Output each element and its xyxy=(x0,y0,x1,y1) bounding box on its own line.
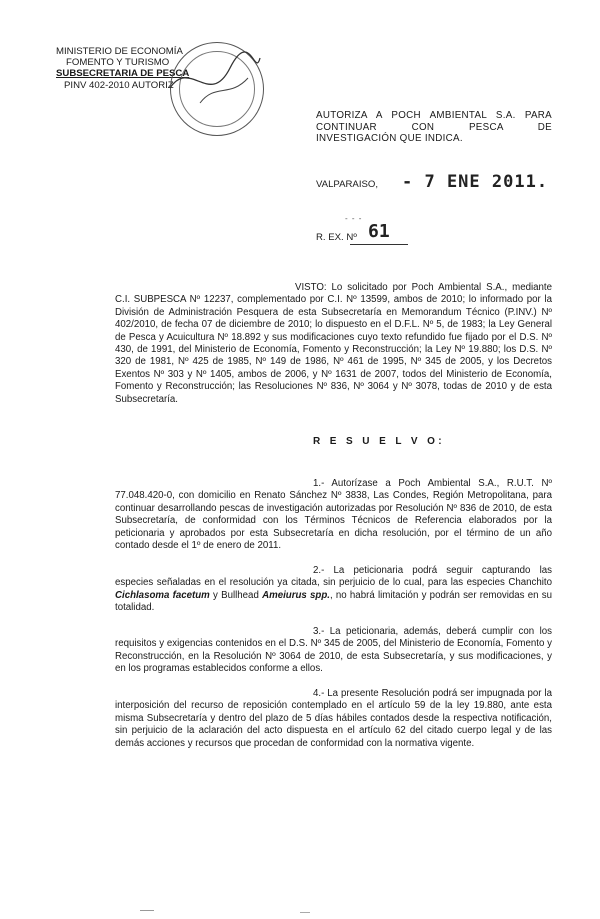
species-name: Ameiurus spp. xyxy=(262,589,330,601)
item-lead: 3.- La peticionaria, además, deberá cumplir con xyxy=(313,626,535,637)
file-reference: PINV 402-2010 AUTORIZ xyxy=(64,80,174,91)
date-label: VALPARAISO, xyxy=(316,179,379,190)
species-name: Cichlasoma facetum xyxy=(115,589,210,601)
ministry-subtitle: FOMENTO Y TURISMO xyxy=(66,57,170,68)
subject-line: AUTORIZA A POCH AMBIENTAL S.A. PARA xyxy=(316,110,552,121)
resolution-number: 61 xyxy=(368,221,390,242)
item-text: , no habrá limitación y podrán ser removidas en su totalidad. xyxy=(115,589,552,614)
subject-line: CONTINUAR CON PESCA DE xyxy=(316,121,552,133)
visto-text: mediante C.I. SUBPESCA Nº 12237, complementado por C.I. Nº 13599, ambos de 2010; lo informado por la División de Administración Pesquera de esta Subsecretaría en Memorandum Técnico (P.INV.) Nº 402/2010, de fecha 07 de diciembre de 2010; lo dispuesto en el D.F.L. Nº 5, de 1983; la Ley General de Pesca y Acuicultura Nº 18.892 y sus modificaciones cuyo texto refundido fue fijado por el D.S. Nº 430, de 1991, del Ministerio de Economía, Fomento y Reconstrucción; la Ley Nº 19.880; los D.S. Nº 320 de 1981, Nº 425 de 1985, Nº 149 de 1986, Nº 461 de 1995, Nº 345 de 2005, y los Decretos Exentos Nº 303 y Nº 1405, ambos de 2006, y Nº 1631 de 2007, todos del Ministerio de Economía, Fomento y Reconstrucción; las Resoluciones Nº 836, Nº 3064 y Nº 3078, todas de 2010 y de esta Subsecretaría. xyxy=(115,282,552,405)
item-lead: 2.- La peticionaria podrá seguir capturando las xyxy=(313,565,552,576)
subsecretaria-name: SUBSECRETARIA DE PESCA xyxy=(56,68,190,79)
resolution-item-2 xyxy=(115,565,552,615)
subject-line: INVESTIGACIÓN QUE INDICA. xyxy=(316,133,463,144)
item-text: los requisitos y exigencias contenidos en el D.S. Nº 345 de 2005, del Ministerio de Economía, Fomento y Reconstrucción, en la Resolución Nº 3064 de 2010, de esta Subsecretaría, y sus modificaciones, y en los programas establecidos conforme a ellos. xyxy=(115,626,552,675)
item-text: 77.048.420-0, con domicilio en Renato Sánchez Nº 3838, Las Condes, Región Metropolitana, para continuar desarrollando pescas de investigación autorizadas por Resolución Nº 836 de 2010, de esta Subsecretaría, de conformidad con los Términos Técnicos de Referencia elaborados por la peticionaria y aprobados por esta Subsecretaría en dicha resolución, por el término de un año contado desde el 1º de enero de 2011. xyxy=(115,490,552,552)
visto-lead: VISTO: Lo solicitado por Poch Ambiental S.A., xyxy=(295,282,508,293)
resolution-item-4 xyxy=(115,688,552,750)
ministry-name: MINISTERIO DE ECONOMÍA xyxy=(56,46,183,57)
dash-mark: - - - xyxy=(345,214,363,223)
item-text: y Bullhead xyxy=(209,589,263,601)
resolution-item-3 xyxy=(115,626,552,676)
resolution-number-label: R. EX. Nº xyxy=(316,232,357,243)
date-stamp: - 7 ENE 2011. xyxy=(402,172,549,192)
resolution-number-underline xyxy=(350,244,408,245)
scan-artifact xyxy=(300,912,310,913)
item-lead: 4.- La presente Resolución podrá ser impugnada xyxy=(313,688,525,699)
handwritten-initials xyxy=(160,48,270,118)
item-text: por la interposición del recurso de reposición contemplado en el artículo 59 de la ley 19.880, ante esta misma Subsecretaría y dentro del plazo de 5 días hábiles contados desde la respectiva notificación, sin perjuicio de la aclaración del acto dispuesta en el artículo 62 del citado cuerpo legal y de las demás acciones y recursos que procedan de conformidad con la normativa vigente. xyxy=(115,688,553,749)
item-lead: 1.- Autorízase a Poch Ambiental S.A., R.U.T. Nº xyxy=(313,478,552,489)
resuelvo-heading: R E S U E L V O: xyxy=(313,436,446,447)
scan-artifact xyxy=(140,910,154,911)
resolution-subject xyxy=(316,110,552,145)
resolution-item-1 xyxy=(115,478,552,552)
item-text: especies señaladas en el resolución ya citada, sin perjuicio de lo cual, para las especies Chanchito xyxy=(115,577,552,589)
visto-paragraph xyxy=(115,282,552,406)
